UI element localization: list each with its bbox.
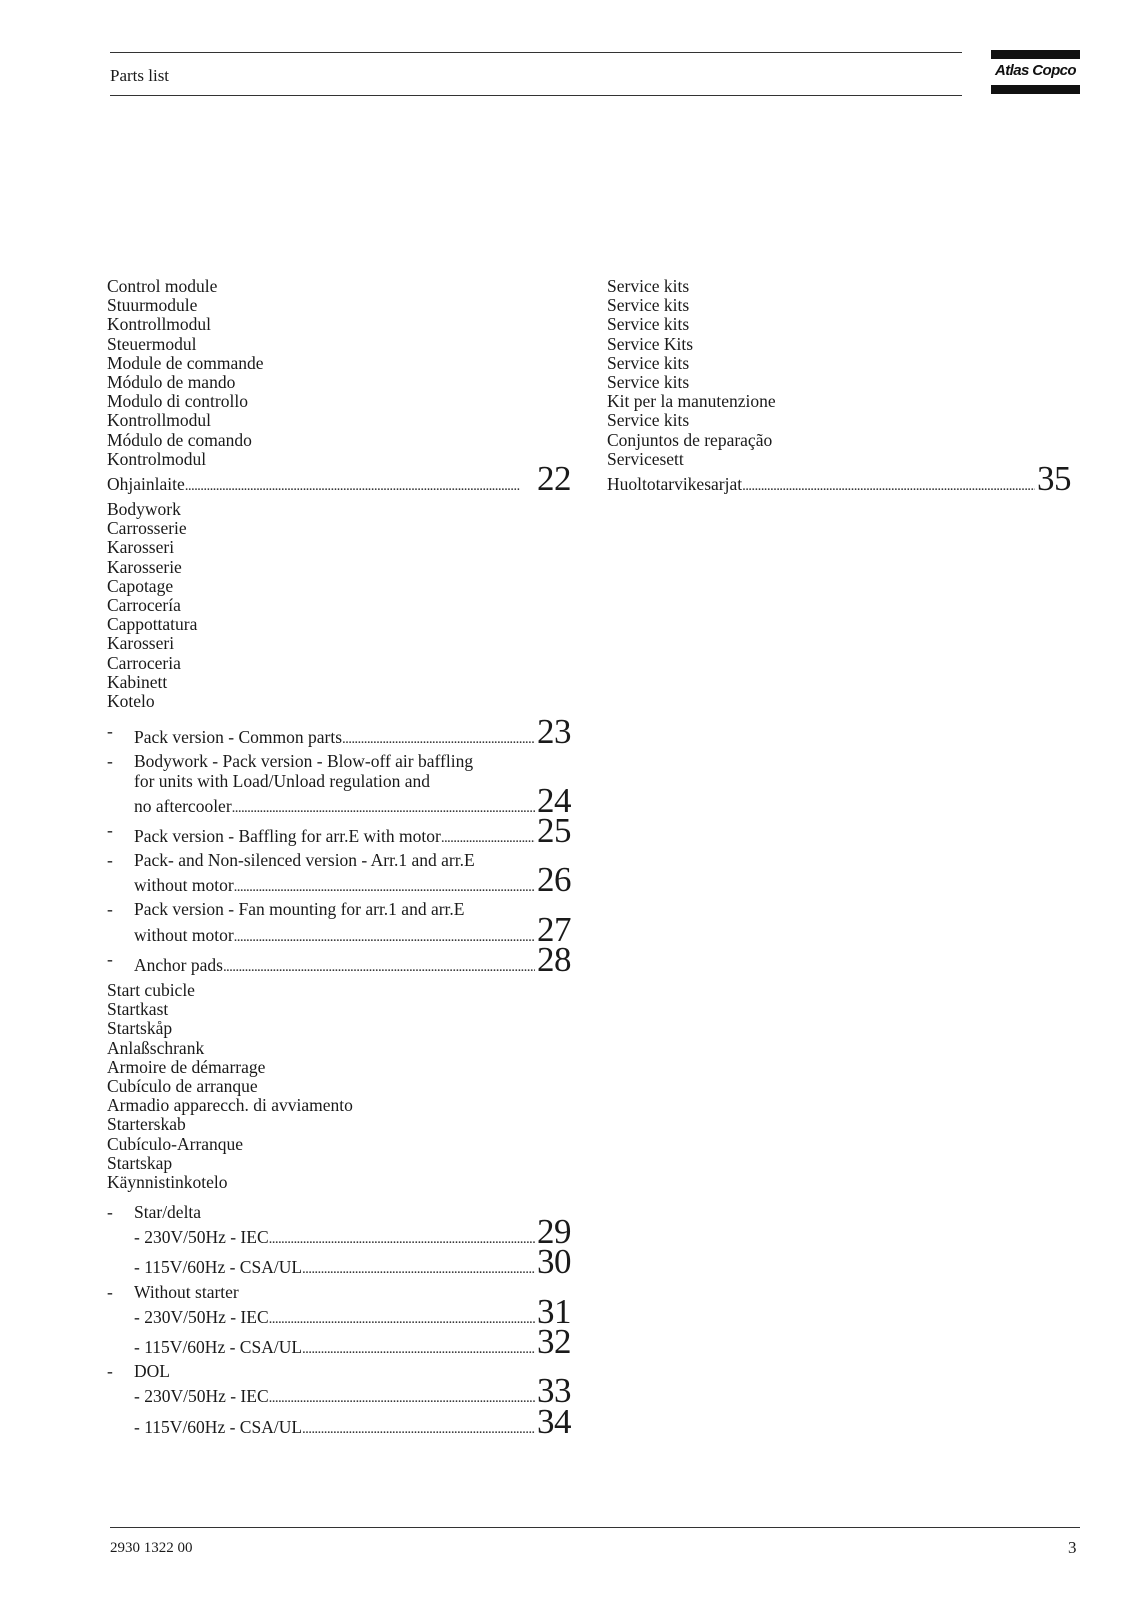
- section-name: Kontrollmodul: [107, 314, 212, 335]
- dot-leader: [232, 797, 535, 818]
- section-name: Service kits: [607, 410, 690, 431]
- entry-label: Pack version - Baffling for arr.E with motor: [134, 825, 441, 846]
- section-name: Service kits: [607, 314, 690, 335]
- dot-leader: [269, 1308, 535, 1329]
- entry-label: - 230V/50Hz - IEC: [134, 1227, 269, 1248]
- group-heading: DOL: [134, 1361, 170, 1382]
- page-number: 23: [537, 712, 571, 752]
- entry-dash: -: [107, 1281, 113, 1302]
- section-name: Conjuntos de reparação: [607, 429, 773, 450]
- dot-leader: [302, 1258, 535, 1279]
- section-name: Karosseri: [107, 633, 175, 654]
- page-number: 27: [537, 909, 571, 949]
- document-number: 2930 1322 00: [110, 1540, 193, 1556]
- dot-leader: [742, 475, 1035, 496]
- page-number: 22: [537, 458, 571, 498]
- dot-leader: [269, 1387, 535, 1408]
- logo-bottom-bar: [991, 85, 1080, 94]
- footer-rule: [110, 1527, 1080, 1528]
- entry-label: Anchor pads: [134, 954, 223, 975]
- dot-leader: [269, 1228, 535, 1249]
- entry-label: - 230V/50Hz - IEC: [134, 1306, 269, 1327]
- section-name: Módulo de mando: [107, 371, 236, 392]
- section-name: Servicesett: [607, 448, 684, 469]
- entry-line: for units with Load/Unload regulation and: [134, 770, 430, 791]
- dot-leader: [234, 876, 535, 897]
- entry-dash: -: [107, 899, 113, 920]
- toc-entry-without-starter-csa[interactable]: [134, 1322, 571, 1361]
- section-name: Carrosserie: [107, 518, 187, 539]
- header-title: Parts list: [110, 66, 170, 85]
- section-name: Kit per la manutenzione: [607, 391, 776, 412]
- entry-label: - 115V/60Hz - CSA/UL: [134, 1337, 303, 1357]
- toc-entry-bodywork-24[interactable]: [107, 751, 571, 820]
- entry-label: Huoltotarvikesarjat: [607, 473, 743, 494]
- toc-entry-star-delta-csa[interactable]: [134, 1242, 571, 1282]
- section-name: Cubículo-Arranque: [107, 1133, 244, 1154]
- entry-label: without motor: [134, 924, 234, 945]
- dot-leader: [234, 926, 535, 947]
- entry-line: Bodywork - Pack version - Blow-off air baffling: [134, 751, 474, 772]
- section-name: Armadio apparecch. di avviamento: [107, 1095, 353, 1116]
- entry-dash: -: [107, 751, 113, 772]
- header-bottom-rule: [110, 95, 962, 96]
- contents-left-column: [107, 276, 571, 1441]
- entry-label: Pack version - Common parts: [134, 727, 343, 748]
- toc-group-dol: [107, 1361, 571, 1441]
- section-name: Startskåp: [107, 1018, 173, 1039]
- entry-line: Pack version - Fan mounting for arr.1 and arr.E: [134, 899, 465, 920]
- section-name: Stuurmodule: [107, 295, 198, 316]
- section-start-cubicle: [107, 980, 571, 1441]
- section-name: Armoire de démarrage: [107, 1056, 266, 1077]
- section-name: Service kits: [607, 295, 690, 316]
- section-name: Anlaßschrank: [107, 1037, 205, 1058]
- section-name: Cappottatura: [107, 614, 198, 635]
- entry-label: Ohjainlaite: [107, 473, 185, 494]
- header-top-rule: [110, 52, 962, 53]
- logo-text: Atlas Copco: [995, 62, 1076, 79]
- page-number: 26: [537, 860, 571, 900]
- section-service-kits: [607, 276, 1071, 498]
- section-name: Carrocería: [107, 595, 181, 615]
- section-bodywork: [107, 499, 571, 979]
- logo-top-bar: [991, 50, 1080, 59]
- dot-leader: [342, 728, 535, 749]
- toc-entry-bodywork-26[interactable]: [107, 850, 571, 900]
- entry-label: no aftercooler: [134, 795, 232, 816]
- section-name: Capotage: [107, 575, 174, 596]
- entry-dash: -: [107, 850, 113, 871]
- section-name: Kontrollmodul: [107, 410, 212, 431]
- page-number: 33: [537, 1371, 571, 1411]
- entry-label: - 230V/50Hz - IEC: [134, 1386, 269, 1407]
- page-number: 35: [1037, 458, 1071, 498]
- page-number: 28: [537, 939, 571, 979]
- toc-entry-bodywork-27[interactable]: [107, 899, 571, 949]
- section-name: Karosseri: [107, 537, 175, 558]
- toc-entry-bodywork-23[interactable]: [107, 712, 571, 752]
- section-name: Startkast: [107, 999, 169, 1020]
- page-number: 25: [537, 810, 571, 850]
- section-name: Steuermodul: [107, 333, 197, 354]
- entry-dash: -: [107, 1202, 113, 1223]
- toc-entry-bodywork-28[interactable]: [107, 939, 571, 979]
- entry-label: without motor: [134, 875, 234, 896]
- page-number: 24: [537, 780, 571, 820]
- page-number: 29: [537, 1212, 571, 1252]
- entry-dash: -: [107, 721, 113, 742]
- section-control-module: [107, 276, 571, 498]
- dot-leader: [302, 1418, 535, 1439]
- entry-dash: -: [107, 819, 113, 840]
- page-number: 31: [537, 1291, 571, 1331]
- section-name: Starterskab: [107, 1114, 186, 1135]
- entry-dash: -: [107, 948, 113, 969]
- entry-label: - 115V/60Hz - CSA/UL: [134, 1257, 303, 1278]
- section-name: Service kits: [607, 276, 690, 296]
- page-number: 34: [537, 1401, 571, 1441]
- page-number-footer: 3: [1068, 1538, 1077, 1557]
- dot-leader: [441, 827, 535, 848]
- section-name: Cubículo de arranque: [107, 1075, 258, 1096]
- section-name: Startskap: [107, 1152, 173, 1173]
- toc-entry-bodywork-25[interactable]: [107, 810, 571, 850]
- section-name: Carroceria: [107, 652, 181, 673]
- page-number: 32: [537, 1322, 571, 1361]
- dot-leader: [185, 475, 535, 496]
- section-name: Kabinett: [107, 671, 168, 692]
- group-heading: Star/delta: [134, 1202, 202, 1223]
- section-name: Service Kits: [607, 333, 694, 354]
- atlas-copco-logo: [991, 50, 1080, 94]
- entry-line: Pack- and Non-silenced version - Arr.1 and arr.E: [134, 850, 475, 871]
- section-name: Bodywork: [107, 499, 181, 520]
- dot-leader: [302, 1338, 535, 1359]
- section-name: Control module: [107, 276, 218, 296]
- toc-entry-dol-csa[interactable]: [134, 1401, 571, 1441]
- section-name: Service kits: [607, 352, 690, 373]
- toc-group-without-starter: [107, 1281, 571, 1361]
- section-name: Modulo di controllo: [107, 391, 248, 412]
- toc-group-star-delta: [107, 1202, 571, 1282]
- entry-label: - 115V/60Hz - CSA/UL: [134, 1416, 303, 1437]
- section-name: Start cubicle: [107, 980, 195, 1000]
- section-name: Service kits: [607, 371, 690, 392]
- section-name: Module de commande: [107, 352, 264, 373]
- section-name: Käynnistinkotelo: [107, 1171, 228, 1192]
- section-name: Kotelo: [107, 690, 155, 711]
- section-name: Módulo de comando: [107, 429, 252, 450]
- page-number: 30: [537, 1242, 571, 1282]
- entry-dash: -: [107, 1361, 113, 1382]
- section-name: Karosserie: [107, 556, 182, 577]
- dot-leader: [223, 956, 535, 977]
- contents-right-column: [607, 276, 1071, 498]
- section-name: Kontrolmodul: [107, 448, 207, 469]
- group-heading: Without starter: [134, 1281, 239, 1302]
